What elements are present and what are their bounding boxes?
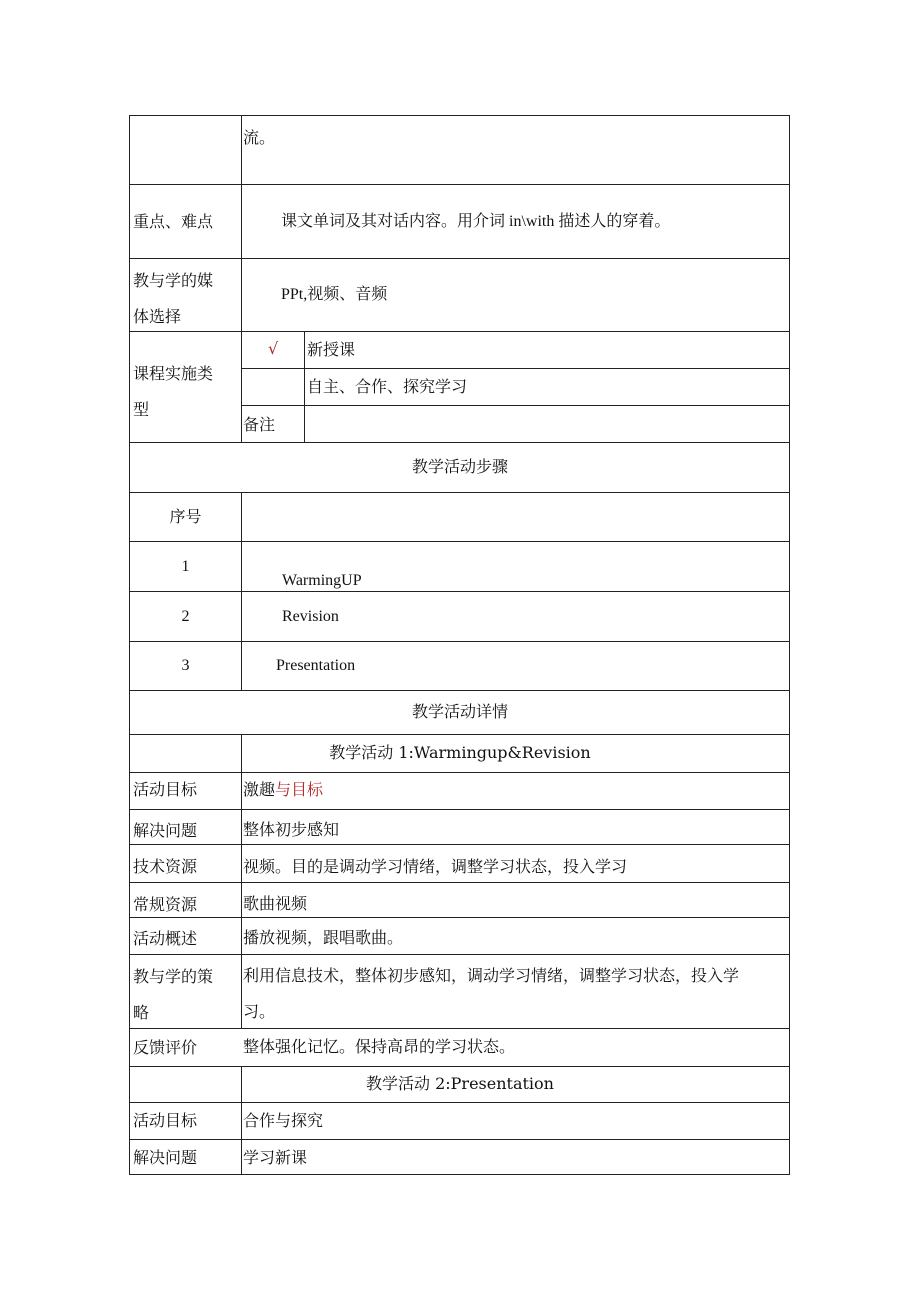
activity1-feedback-label: 反馈评价 [133, 1038, 198, 1057]
activity1-goal-value-part2: 与目标 [275, 780, 324, 799]
intro-continuation-text: 流。 [243, 128, 276, 147]
activity1-strategy-label-line2: 略 [133, 1003, 150, 1022]
course-type-note-label: 备注 [243, 415, 276, 434]
steps-number-header: 序号 [169, 507, 202, 526]
lesson-plan-table [129, 115, 790, 1175]
key-points-label: 重点、难点 [133, 212, 214, 231]
media-label-line1: 教与学的媒 [133, 271, 214, 290]
activity2-goal-label: 活动目标 [133, 1111, 198, 1130]
activity1-goal-label: 活动目标 [133, 780, 198, 799]
activity2-title: 教学活动 2:Presentation [366, 1074, 554, 1093]
step-name: Revision [282, 608, 339, 625]
activity1-title: 教学活动 1:Warmingup&Revision [329, 743, 591, 762]
course-type-option-new-lesson: 新授课 [307, 340, 356, 359]
activity1-goal-value [243, 780, 323, 800]
step-name: WarmingUP [282, 572, 362, 589]
media-label-line2: 体选择 [133, 307, 182, 326]
step-name: Presentation [276, 657, 356, 674]
activity1-strategy-value-line1: 利用信息技术，整体初步感知，调动学习情绪，调整学习状态，投入学 [243, 968, 740, 985]
details-title: 教学活动详情 [411, 702, 508, 721]
activity2-problem-label: 解决问题 [133, 1148, 198, 1167]
activity1-strategy-label-line1: 教与学的策 [133, 967, 214, 986]
course-type-option-self-study: 自主、合作、探究学习 [307, 377, 468, 396]
step-number: 3 [181, 657, 190, 674]
step-number: 2 [181, 608, 190, 625]
activity1-regular-label: 常规资源 [133, 895, 198, 914]
step-number: 1 [181, 558, 190, 575]
activity1-regular-value: 歌曲视频 [243, 896, 308, 913]
check-mark-icon: √ [268, 339, 279, 358]
activity1-overview-value: 播放视频，跟唱歌曲。 [243, 930, 404, 947]
activity2-problem-value: 学习新课 [243, 1148, 308, 1167]
course-type-label-line1: 课程实施类 [133, 364, 214, 383]
activity1-overview-label: 活动概述 [133, 929, 198, 948]
activity1-goal-value-part1: 激趣 [243, 780, 276, 799]
activity1-problem-value: 整体初步感知 [243, 822, 340, 839]
steps-title: 教学活动步骤 [411, 457, 508, 476]
activity1-feedback-value: 整体强化记忆。保持高昂的学习状态。 [243, 1039, 516, 1056]
activity1-problem-label: 解决问题 [133, 821, 198, 840]
activity1-strategy-value-line2: 习。 [243, 1004, 276, 1021]
course-type-label-line2: 型 [133, 400, 150, 419]
activity1-tech-label: 技术资源 [133, 857, 198, 876]
key-points-value: 课文单词及其对话内容。用介词 in\with 描述人的穿着。 [281, 213, 671, 230]
activity2-goal-value: 合作与探究 [243, 1111, 324, 1130]
activity1-tech-value: 视频。目的是调动学习情绪，调整学习状态，投入学习 [243, 859, 628, 876]
media-value: PPt,视频、音频 [281, 286, 388, 303]
